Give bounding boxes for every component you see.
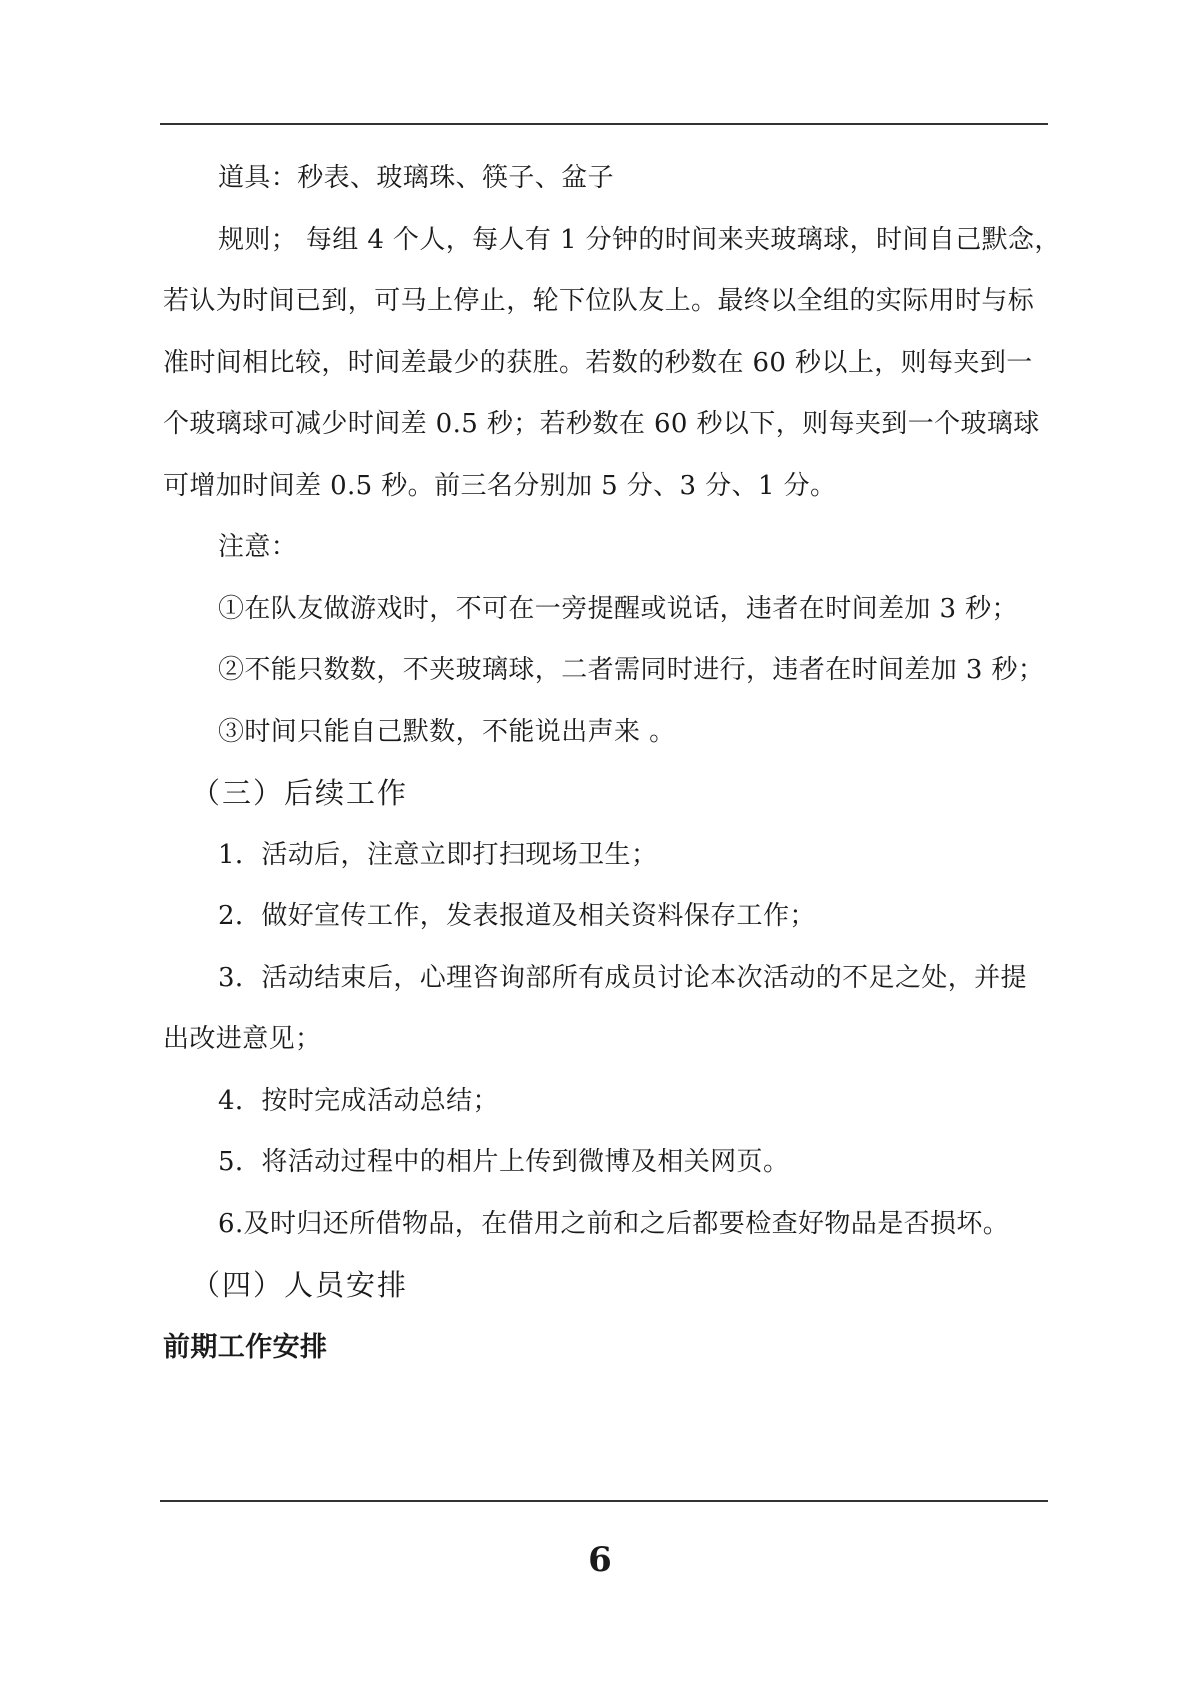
- header-rule: [160, 123, 1048, 125]
- notice-item-3: ③时间只能自己默数，不能说出声来 。: [218, 716, 676, 747]
- section-4-title: （四）人员安排: [191, 1268, 409, 1302]
- followup-item-3: 3．活动结束后，心理咨询部所有成员讨论本次活动的不足之处，并提: [218, 962, 1027, 993]
- followup-item-2: 2．做好宣传工作，发表报道及相关资料保存工作；: [218, 901, 816, 931]
- rules-line-4: 个玻璃球可减少时间差 0.5 秒；若秒数在 60 秒以下，则每夹到一个玻璃球: [163, 409, 1040, 439]
- rules-line-5: 可增加时间差 0.5 秒。前三名分别加 5 分、3 分、1 分。: [163, 470, 837, 501]
- followup-item-5: 5．将活动过程中的相片上传到微博及相关网页。: [218, 1147, 790, 1177]
- notice-item-2: ②不能只数数，不夹玻璃球，二者需同时进行，违者在时间差加 3 秒；: [218, 655, 1045, 685]
- props-paragraph: 道具：秒表、玻璃珠、筷子、盆子: [218, 163, 615, 193]
- subheading: 前期工作安排: [163, 1331, 328, 1363]
- followup-item-3-cont: 出改进意见；: [163, 1024, 322, 1054]
- followup-item-4: 4．按时完成活动总结；: [218, 1085, 499, 1116]
- followup-item-6: 6.及时归还所借物品，在借用之前和之后都要检查好物品是否损坏。: [218, 1208, 1010, 1239]
- followup-item-1: 1．活动后，注意立即打扫现场卫生；: [218, 839, 658, 870]
- notice-item-1: ①在队友做游戏时，不可在一旁提醒或说话，违者在时间差加 3 秒；: [218, 593, 1018, 624]
- page-number: 6: [588, 1540, 612, 1580]
- footer-rule: [160, 1500, 1048, 1502]
- rules-line-3: 准时间相比较，时间差最少的获胜。若数的秒数在 60 秒以上，则每夹到一: [163, 347, 1033, 378]
- document-body: [163, 148, 1083, 1378]
- rules-line-1: 规则； 每组 4 个人，每人有 1 分钟的时间来夹玻璃球，时间自己默念，: [218, 224, 1061, 255]
- rules-line-2: 若认为时间已到，可马上停止，轮下位队友上。最终以全组的实际用时与标: [163, 286, 1035, 316]
- notice-label: 注意：: [218, 532, 298, 562]
- section-3-title: （三）后续工作: [191, 776, 409, 810]
